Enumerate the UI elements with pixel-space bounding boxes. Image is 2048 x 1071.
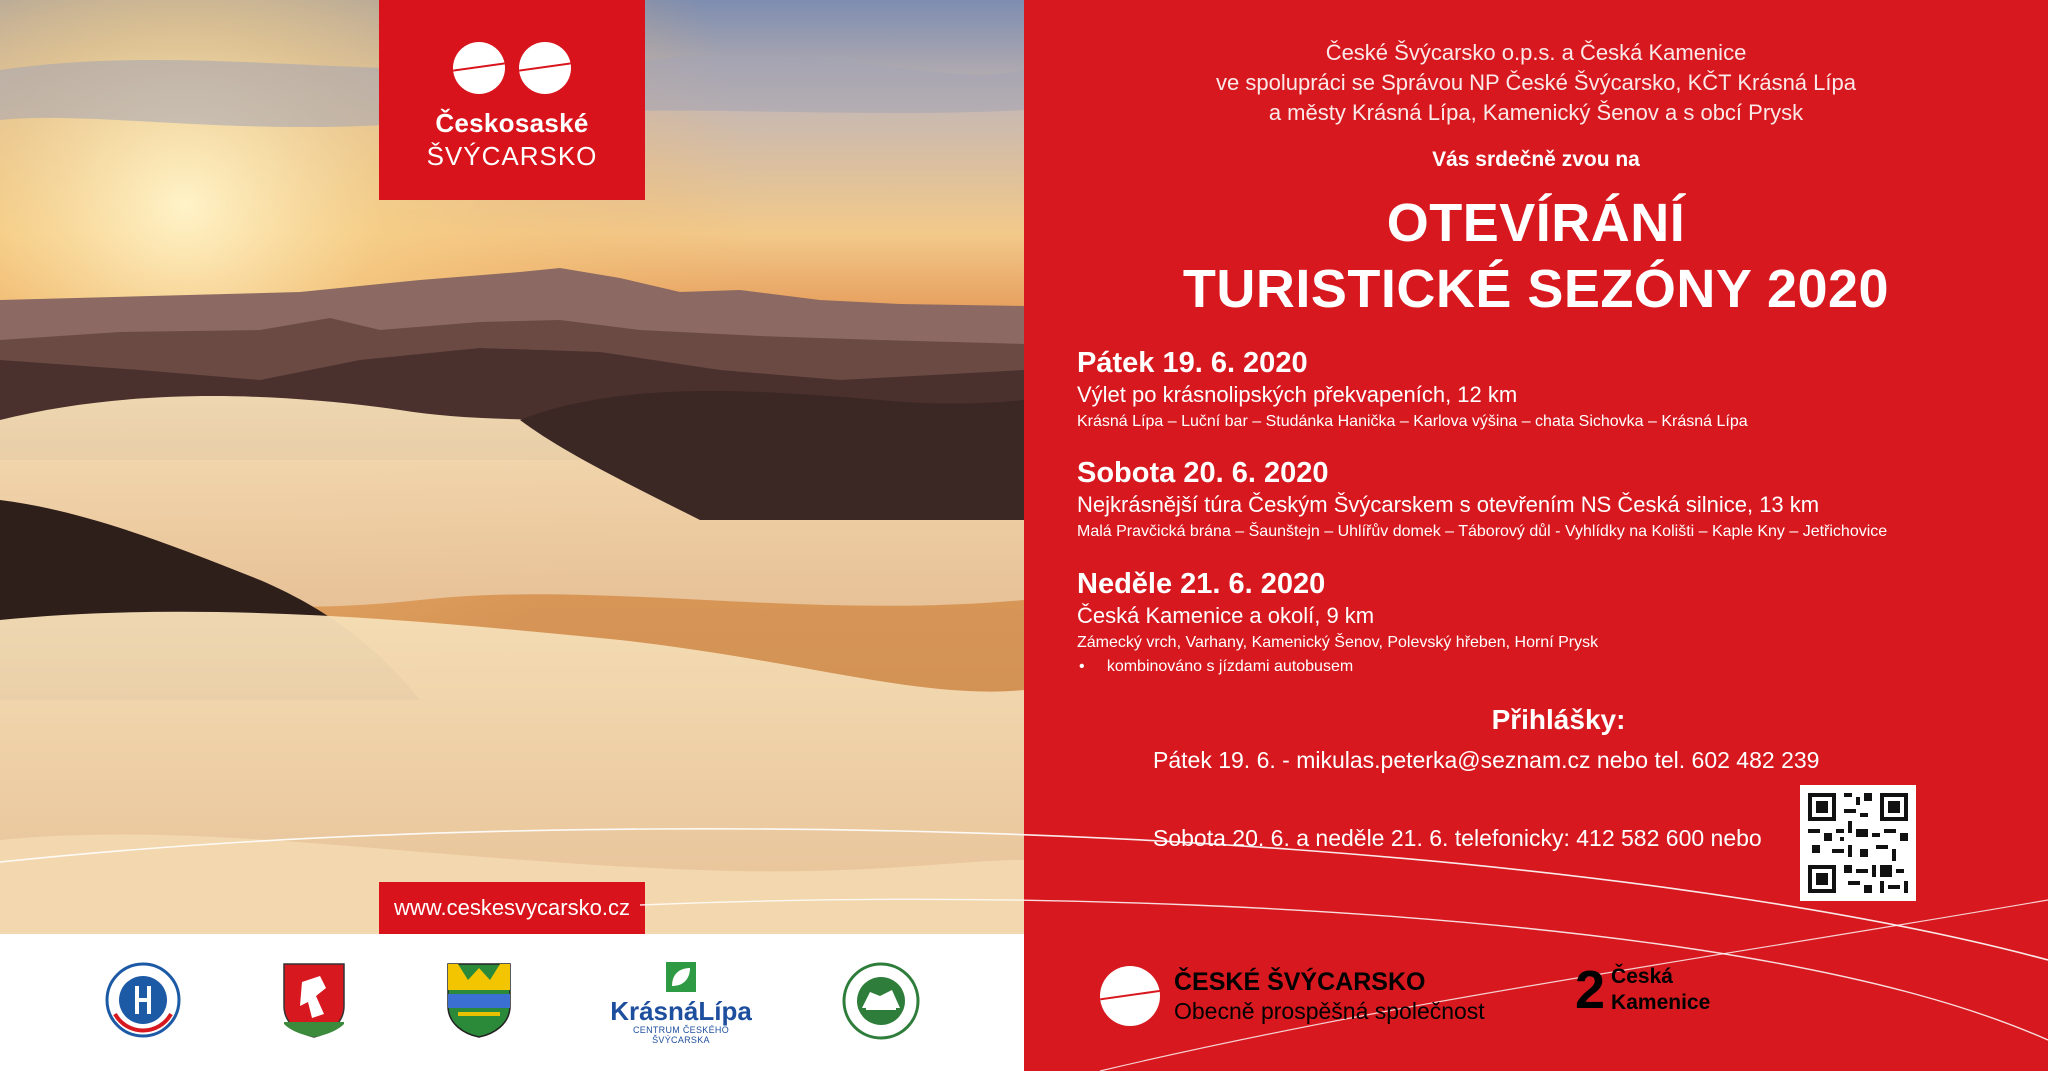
- leaf-icon: [666, 962, 696, 992]
- cs-logo-tagline: Obecně prospěšná společnost: [1174, 998, 1485, 1024]
- organizers-intro: [1024, 38, 2048, 128]
- narodni-park-logo: [842, 962, 920, 1045]
- krasna-lipa-logo: [606, 962, 756, 1045]
- day-route: Malá Pravčická brána – Šaunštejn – Uhlířův domek – Táborový důl - Vyhlídky na Kolišti – Kaple Kny – Jetřichovice: [1077, 523, 1888, 540]
- day-trip: Výlet po krásnolipských překvapeních, 12 km: [1077, 382, 1518, 407]
- brand-circles-icon: [453, 42, 571, 94]
- intro-line-1: České Švýcarsko o.p.s. a Česká Kamenice: [1325, 40, 1747, 65]
- qr-code[interactable]: [1800, 785, 1916, 901]
- day-saturday: [1077, 456, 1887, 544]
- intro-line-2: ve spolupráci se Správou NP České Švýcarsko, KČT Krásná Lípa: [1216, 70, 1856, 95]
- day-sunday: [1077, 567, 1598, 679]
- bullet-icon: •: [1079, 658, 1107, 675]
- invite-text: Vás srdečně zvou na: [1432, 148, 1640, 171]
- ceske-svycarsko-ops-logo: [1100, 966, 1485, 1026]
- intro-line-3: a městy Krásná Lípa, Kamenický Šenov a s obcí Prysk: [1268, 100, 1804, 125]
- day-date: Neděle 21. 6. 2020: [1077, 568, 1326, 600]
- brand-name-line2: ŠVÝCARSKO: [426, 141, 598, 171]
- brand-logo-box: [379, 0, 645, 200]
- klub-ceskych-turistu-logo: [105, 962, 181, 1043]
- registration-title: Přihlášky:: [1491, 704, 1626, 735]
- day-date: Sobota 20. 6. 2020: [1077, 457, 1329, 489]
- brand-name-line1: Českosaské: [435, 108, 589, 138]
- ceska-kamenice-symbol: 2: [1575, 960, 1606, 1020]
- registration-friday: Pátek 19. 6. - mikulas.peterka@seznam.cz nebo tel. 602 482 239: [1153, 747, 1820, 773]
- day-route: Zámecký vrch, Varhany, Kamenický Šenov, Polevský hřeben, Horní Prysk: [1077, 634, 1599, 651]
- event-invitation-panel: [1024, 0, 2048, 1071]
- ceska-kamenice-logo: [1575, 960, 1711, 1020]
- ck-logo-line1: Česká: [1611, 965, 1673, 988]
- ck-logo-line2: Kamenice: [1611, 991, 1711, 1014]
- registration-weekend: Sobota 20. 6. a neděle 21. 6. telefonicky: 412 582 600 nebo: [1153, 825, 1762, 851]
- kamenicky-senov-coat-of-arms: [446, 962, 512, 1043]
- day-note: [1077, 655, 1598, 679]
- cs-logo-name: ČESKÉ ŠVÝCARSKO: [1174, 968, 1426, 996]
- day-route: Krásná Lípa – Luční bar – Studánka Hanička – Karlova výšina – chata Sichovka – Krásná Lípa: [1077, 413, 1748, 430]
- ceske-svycarsko-circle-icon: [1100, 966, 1160, 1026]
- day-friday: [1077, 346, 1748, 434]
- partner-logos-strip: [0, 934, 1024, 1071]
- ceska-kamenice-coat-of-arms: [282, 962, 346, 1043]
- website-link[interactable]: www.ceskesvycarsko.cz: [379, 882, 645, 934]
- event-title: [1024, 190, 2048, 322]
- day-date: Pátek 19. 6. 2020: [1077, 347, 1308, 379]
- day-trip: Nejkrásnější túra Českým Švýcarskem s otevřením NS Česká silnice, 13 km: [1077, 492, 1820, 517]
- krasna-lipa-name: KrásnáLípa: [610, 996, 752, 1026]
- title-line-2: TURISTICKÉ SEZÓNY 2020: [1182, 259, 1890, 319]
- day-trip: Česká Kamenice a okolí, 9 km: [1077, 603, 1375, 628]
- title-line-1: OTEVÍRÁNÍ: [1386, 193, 1686, 253]
- day-note-text: kombinováno s jízdami autobusem: [1106, 658, 1354, 675]
- krasna-lipa-subtitle: CENTRUM ČESKÉHO ŠVÝCARSKA: [632, 1025, 729, 1045]
